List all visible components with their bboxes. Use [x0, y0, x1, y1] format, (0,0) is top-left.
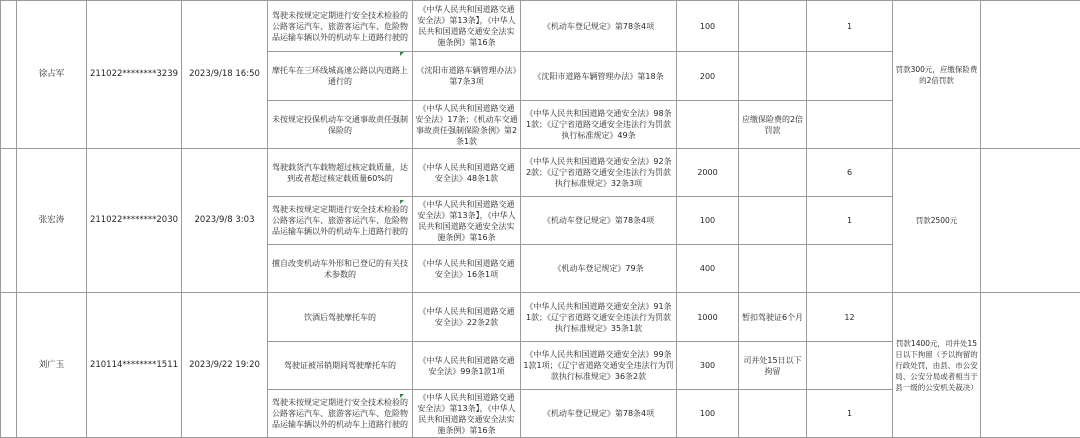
- violation-act: 驾驶载货汽车载物超过核定载质量，达到或者超过核定载质量60%的: [268, 149, 413, 197]
- cell-comment-marker: [400, 394, 404, 398]
- other-penalty: [739, 197, 807, 245]
- trailing-cell: [981, 293, 1080, 438]
- row-gutter: [1, 149, 17, 293]
- violation-time: 2023/9/22 19:20: [182, 293, 268, 438]
- row-gutter: [1, 1, 17, 149]
- penalty-basis: 《机动车登记规定》第78条4项: [521, 390, 677, 438]
- violation-act: 驾驶证被吊销期间驾驶摩托车的: [268, 342, 413, 390]
- violation-basis: 《沈阳市道路车辆管理办法》第7条3项: [413, 52, 521, 101]
- table-row[interactable]: [1, 149, 1080, 197]
- violation-act: 驾驶未按规定定期进行安全技术检验的公路客运汽车、旅游客运汽车、危险物品运输车辆以外的机动车上道路行驶的: [268, 390, 413, 438]
- demerit-points: [807, 342, 893, 390]
- fine-amount: 2000: [677, 149, 739, 197]
- table-row[interactable]: [1, 1, 1080, 52]
- violation-act: 摩托车在三环线城高速公路以内道路上通行的: [268, 52, 413, 101]
- violation-time: 2023/9/8 3:03: [182, 149, 268, 293]
- penalty-summary: 罚款1400元，司并处15日以下拘留（予以拘留的行政处罚，由县、市公安局、公安分局或者相当于县一级的公安机关裁决）: [893, 293, 981, 438]
- violation-act: 驾驶未按规定定期进行安全技术检验的公路客运汽车、旅游客运汽车、危险物品运输车辆以外的机动车上道路行驶的: [268, 1, 413, 52]
- violation-act: 驾驶未按规定定期进行安全技术检验的公路客运汽车、旅游客运汽车、危险物品运输车辆以外的机动车上道路行驶的: [268, 197, 413, 245]
- demerit-points: 12: [807, 293, 893, 342]
- fine-amount: 100: [677, 390, 739, 438]
- trailing-cell: [981, 1, 1080, 149]
- driver-name: 张宏涛: [17, 149, 87, 293]
- other-penalty: 应缴保险费的2倍罚款: [739, 101, 807, 149]
- violation-basis: 《中华人民共和国道路交通安全法》22条2款: [413, 293, 521, 342]
- violation-basis: 《中华人民共和国道路交通安全法》16条1项: [413, 245, 521, 293]
- other-penalty: [739, 52, 807, 101]
- violation-act: 饮酒后驾驶摩托车的: [268, 293, 413, 342]
- penalty-basis: 《中华人民共和国道路交通安全法》91条1款；《辽宁省道路交通安全违法行为罚款执行标准规定》35条1款: [521, 293, 677, 342]
- demerit-points: [807, 245, 893, 293]
- row-gutter: [1, 293, 17, 438]
- fine-amount: 100: [677, 1, 739, 52]
- other-penalty: [739, 1, 807, 52]
- violation-act: 未按规定投保机动车交通事故责任强制保险的: [268, 101, 413, 149]
- demerit-points: 1: [807, 1, 893, 52]
- penalty-basis: 《机动车登记规定》79条: [521, 245, 677, 293]
- fine-amount: 300: [677, 342, 739, 390]
- table-row[interactable]: [1, 293, 1080, 342]
- cell-comment-marker: [400, 200, 404, 204]
- demerit-points: [807, 101, 893, 149]
- other-penalty: [739, 149, 807, 197]
- other-penalty: 司并处15日以下拘留: [739, 342, 807, 390]
- fine-amount: [677, 101, 739, 149]
- cell-comment-marker: [400, 52, 404, 56]
- id-number: 211022********3239: [87, 1, 182, 149]
- demerit-points: 1: [807, 390, 893, 438]
- fine-amount: 200: [677, 52, 739, 101]
- demerit-points: 1: [807, 197, 893, 245]
- violation-basis: 《中华人民共和国道路交通安全法》17条；《机动车交通事故责任强制保险条例》第2条1款: [413, 101, 521, 149]
- fine-amount: 400: [677, 245, 739, 293]
- other-penalty: [739, 390, 807, 438]
- fine-amount: 1000: [677, 293, 739, 342]
- penalty-basis: 《机动车登记规定》第78条4项: [521, 197, 677, 245]
- violation-basis: 《中华人民共和国道路交通安全法》第13条】，《中华人民共和国道路交通安全法实施条例》第16条: [413, 390, 521, 438]
- other-penalty: 暂扣驾驶证6个月: [739, 293, 807, 342]
- penalty-summary: 罚款300元，应缴保险费的2倍罚款: [893, 1, 981, 149]
- demerit-points: 6: [807, 149, 893, 197]
- penalty-basis: 《中华人民共和国道路交通安全法》98条1款；《辽宁省道路交通安全违法行为罚款执行标准规定》49条: [521, 101, 677, 149]
- driver-name: 刘广玉: [17, 293, 87, 438]
- penalty-basis: 《沈阳市道路车辆管理办法》第18条: [521, 52, 677, 101]
- penalty-basis: 《机动车登记规定》第78条4项: [521, 1, 677, 52]
- violation-act: 擅自改变机动车外形和已登记的有关技术参数的: [268, 245, 413, 293]
- penalty-basis: 《中华人民共和国道路交通安全法》99条1款1项；《辽宁省道路交通安全违法行为罚款执行标准规定》36条2款: [521, 342, 677, 390]
- driver-name: 徐占军: [17, 1, 87, 149]
- id-number: 210114********1511: [87, 293, 182, 438]
- violation-basis: 《中华人民共和国道路交通安全法》99条1款1项: [413, 342, 521, 390]
- id-number: 211022********2030: [87, 149, 182, 293]
- penalty-summary: 罚款2500元: [893, 149, 981, 293]
- trailing-cell: [981, 149, 1080, 293]
- violation-basis: 《中华人民共和国道路交通安全法》48条1款: [413, 149, 521, 197]
- violation-time: 2023/9/18 16:50: [182, 1, 268, 149]
- demerit-points: [807, 52, 893, 101]
- penalty-basis: 《中华人民共和国道路交通安全法》92条2款；《辽宁省道路交通安全违法行为罚款执行标准规定》32条3项: [521, 149, 677, 197]
- fine-amount: 100: [677, 197, 739, 245]
- other-penalty: [739, 245, 807, 293]
- violation-basis: 《中华人民共和国道路交通安全法》第13条】，《中华人民共和国道路交通安全法实施条例》第16条: [413, 197, 521, 245]
- violation-basis: 《中华人民共和国道路交通安全法》第13条】，《中华人民共和国道路交通安全法实施条例》第16条: [413, 1, 521, 52]
